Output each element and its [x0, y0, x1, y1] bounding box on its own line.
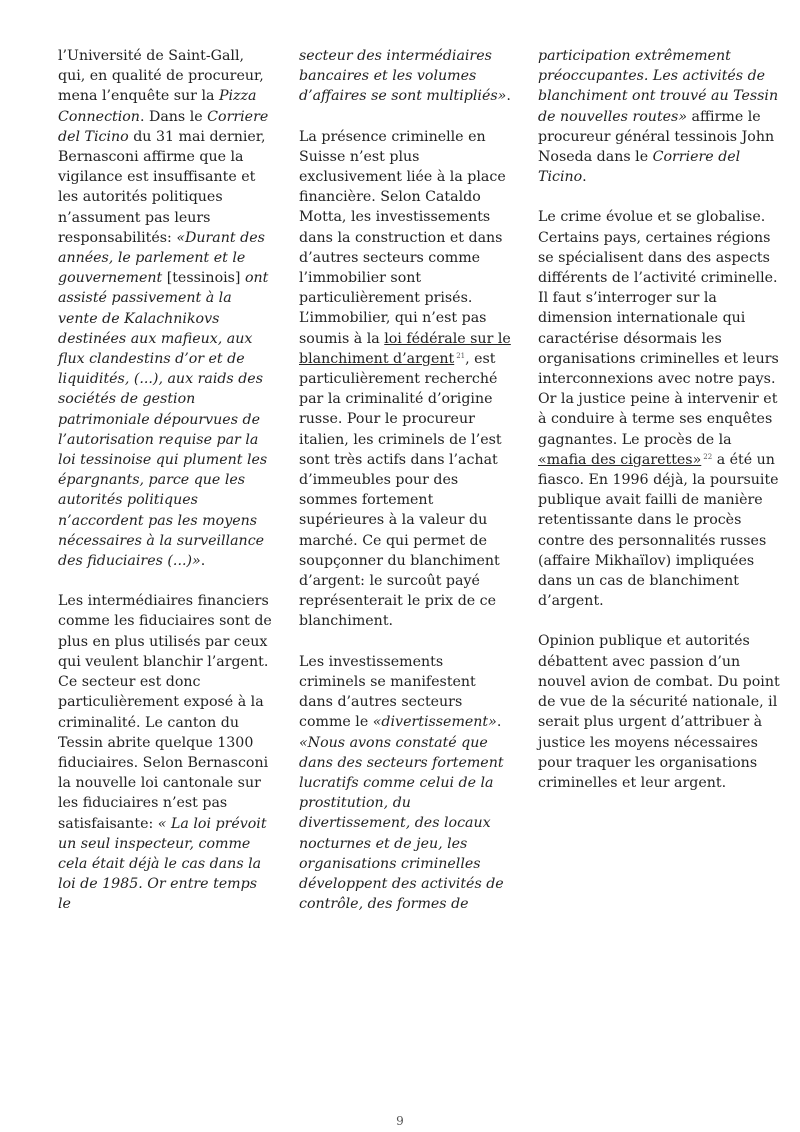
- footnote-ref[interactable]: 21: [456, 351, 466, 360]
- paragraph: secteur des intermédiaires bancaires et les volumes d’affaires se sont multipliés».: [299, 48, 511, 105]
- paragraph: Les intermédiaires financiers comme les fiduciaires sont de plus en plus utilisés par ceux qui veulent blanchir l’argent. Ce secteur est donc particulièrement exposé à la criminalité. Le canton du Tessin abrite quelque 1300 fiduciaires. Selon Bernasconi la nouvelle loi cantonale sur les fiduciaires n’est pas satisfaisante: « La loi prévoit un seul inspecteur, comme cela était déjà le cas dans la loi de 1985. Or entre temps le: [58, 593, 272, 913]
- paragraph: participation extrêmement préoccupantes. Les activités de blanchiment ont trouvé au Tessin de nouvelles routes» affirme le procureur général tessinois John Noseda dans le Corriere del Ticino.: [538, 48, 779, 186]
- paragraph: Opinion publique et autorités débattent avec passion d’un nouvel avion de combat. Du point de vue de la sécurité nationale, il serait plus urgent d’attribuer à justice les moyens nécessaires pour traquer les organisations criminelles et leur argent.: [538, 633, 780, 791]
- paragraph: Les investissements criminels se manifestent dans d’autres secteurs comme le «divertissement». «Nous avons constaté que dans des secteurs fortement lucratifs comme celui de la prostitution, du divertissement, des locaux nocturnes et de jeu, les organisations criminelles développent des activités de contrôle, des formes de: [299, 653, 504, 913]
- paragraph: l’Université de Saint-Gall, qui, en qualité de procureur, mena l’enquête sur la Pizza Connection. Dans le Corriere del Ticino du 31 mai dernier, Bernasconi affirme que la vigilance est insuffisante et les autorités politiques n’assument pas leurs responsabilités: «Durant des années, le parlement et le gouvernement [tessinois] ont assisté passivement à la vente de Kalachnikovs destinées aux mafieux, aux flux clandestins d’or et de liquidités, (...), aux raids des sociétés de gestion patrimoniale dépourvues de l’autorisation requise par la loi tessinoise qui plument les épargnants, parce que les autorités politiques n’accordent pas les moyens nécessaires à la surveillance des fiduciaires (...)».: [58, 48, 269, 570]
- paragraph: Le crime évolue et se globalise. Certains pays, certaines régions se spécialisent dans des aspects différents de l’activité criminelle. Il faut s’interroger sur la dimension internationale qui caractérise désormais les organisations criminelles et leurs interconnexions avec notre pays. Or la justice peine à intervenir et à conduire à terme ses enquêtes gagnantes. Le procès de la «mafia des cigarettes» $^{22}$ a été un fiasco. En 1996 déjà, la poursuite publique avait failli de manière retentissante dans le procès contre des personnalités russes (affaire Mikhaïlov) impliquées dans un cas de blanchiment d’argent.: [538, 209, 779, 610]
- law-link[interactable]: loi fédérale sur le blanchiment d’argent: [299, 330, 511, 367]
- text-column-2: [299, 46, 511, 914]
- mafia-link[interactable]: «mafia des cigarettes»: [538, 451, 702, 468]
- text-column-1: [58, 46, 272, 915]
- footnote-ref[interactable]: 22: [703, 452, 713, 461]
- page-number: 9: [396, 1114, 404, 1128]
- text-column-3: [538, 46, 782, 793]
- paragraph: La présence criminelle en Suisse n’est plus exclusivement liée à la place financière. Selon Cataldo Motta, les investissements dans la construction et dans d’autres secteurs comme l’immobilier sont particulièrement prisés. L’immobilier, qui n’est pas soumis à la loi fédérale sur le blanchiment d’argent $^{21}$, est particulièrement recherché par la criminalité d’origine russe. Pour le procureur italien, les criminels de l’est sont très actifs dans l’achat d’immeubles pour des sommes fortement supérieures à la valeur du marché. Ce qui permet de soupçonner du blanchiment d’argent: le surcoût payé représenterait le prix de ce blanchiment.: [299, 128, 511, 630]
